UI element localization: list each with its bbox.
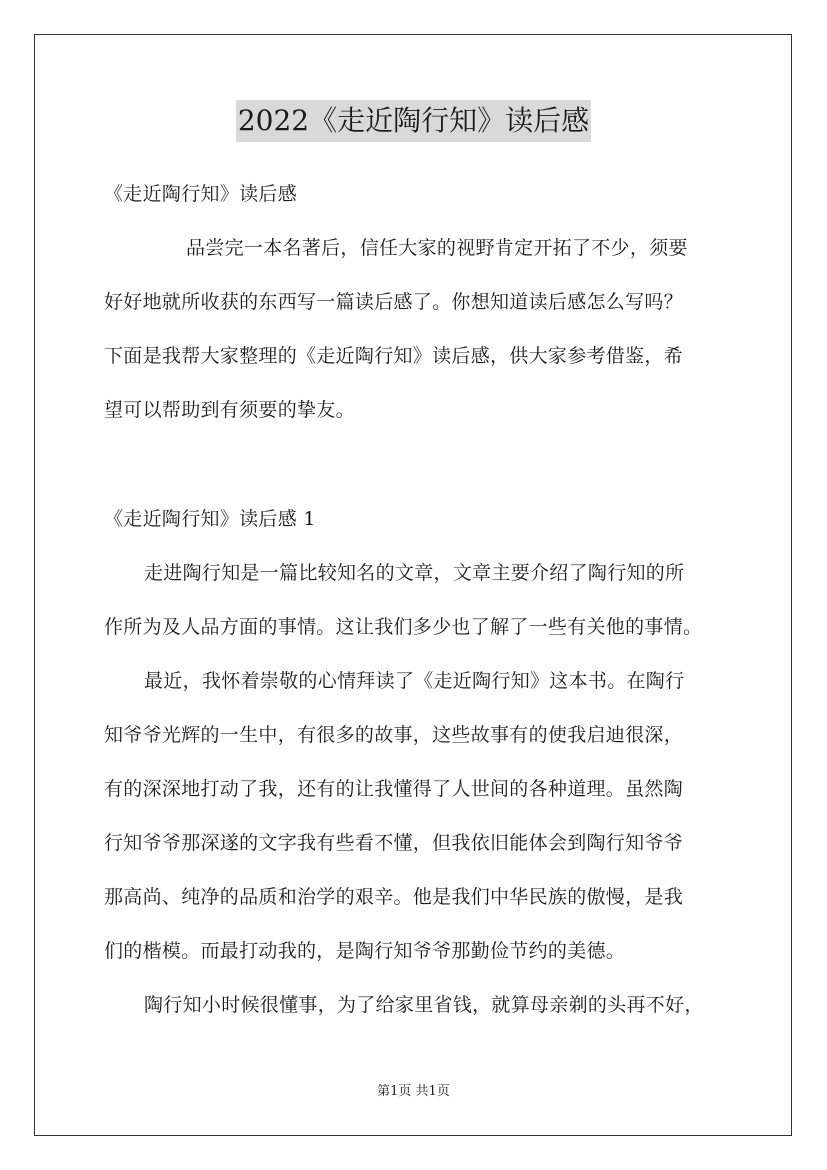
intro-line: 下面是我帮大家整理的《走近陶行知》读后感，供大家参考借鉴，希 [104, 345, 684, 367]
subtitle: 《走近陶行知》读后感 [104, 183, 298, 205]
body-line: 们的楷模。而最打动我的，是陶行知爷爷那勤俭节约的美德。 [104, 940, 626, 962]
intro-line: 望可以帮助到有须要的挚友。 [104, 399, 355, 421]
body-line: 那高尚、纯净的品质和治学的艰辛。他是我们中华民族的傲慢，是我 [104, 886, 684, 908]
body-line: 有的深深地打动了我，还有的让我懂得了人世间的各种道理。虽然陶 [104, 778, 684, 800]
page-footer: 第1页 共1页 [377, 1084, 450, 1099]
title-container [0, 100, 827, 142]
section-heading: 《走近陶行知》读后感 1 [104, 508, 316, 530]
intro-line: 品尝完一本名著后，信任大家的视野肯定开拓了不少，须要 [186, 237, 688, 259]
body-line: 作所为及人品方面的事情。这让我们多少也了解了一些有关他的事情。 [104, 616, 703, 638]
body-line: 行知爷爷那深遂的文字我有些看不懂，但我依旧能体会到陶行知爷爷 [104, 832, 684, 854]
body-line: 陶行知小时候很懂事，为了给家里省钱，就算母亲剃的头再不好， [144, 994, 704, 1016]
body-line: 知爷爷光辉的一生中，有很多的故事，这些故事有的使我启迪很深， [104, 724, 684, 746]
body-line: 走进陶行知是一篇比较知名的文章，文章主要介绍了陶行知的所 [144, 562, 685, 584]
intro-line: 好好地就所收获的东西写一篇读后感了。你想知道读后感怎么写吗？ [104, 291, 684, 313]
body-line: 最近，我怀着崇敬的心情拜读了《走近陶行知》这本书。在陶行 [144, 670, 685, 692]
document-title: 2022《走近陶行知》读后感 [236, 100, 591, 142]
